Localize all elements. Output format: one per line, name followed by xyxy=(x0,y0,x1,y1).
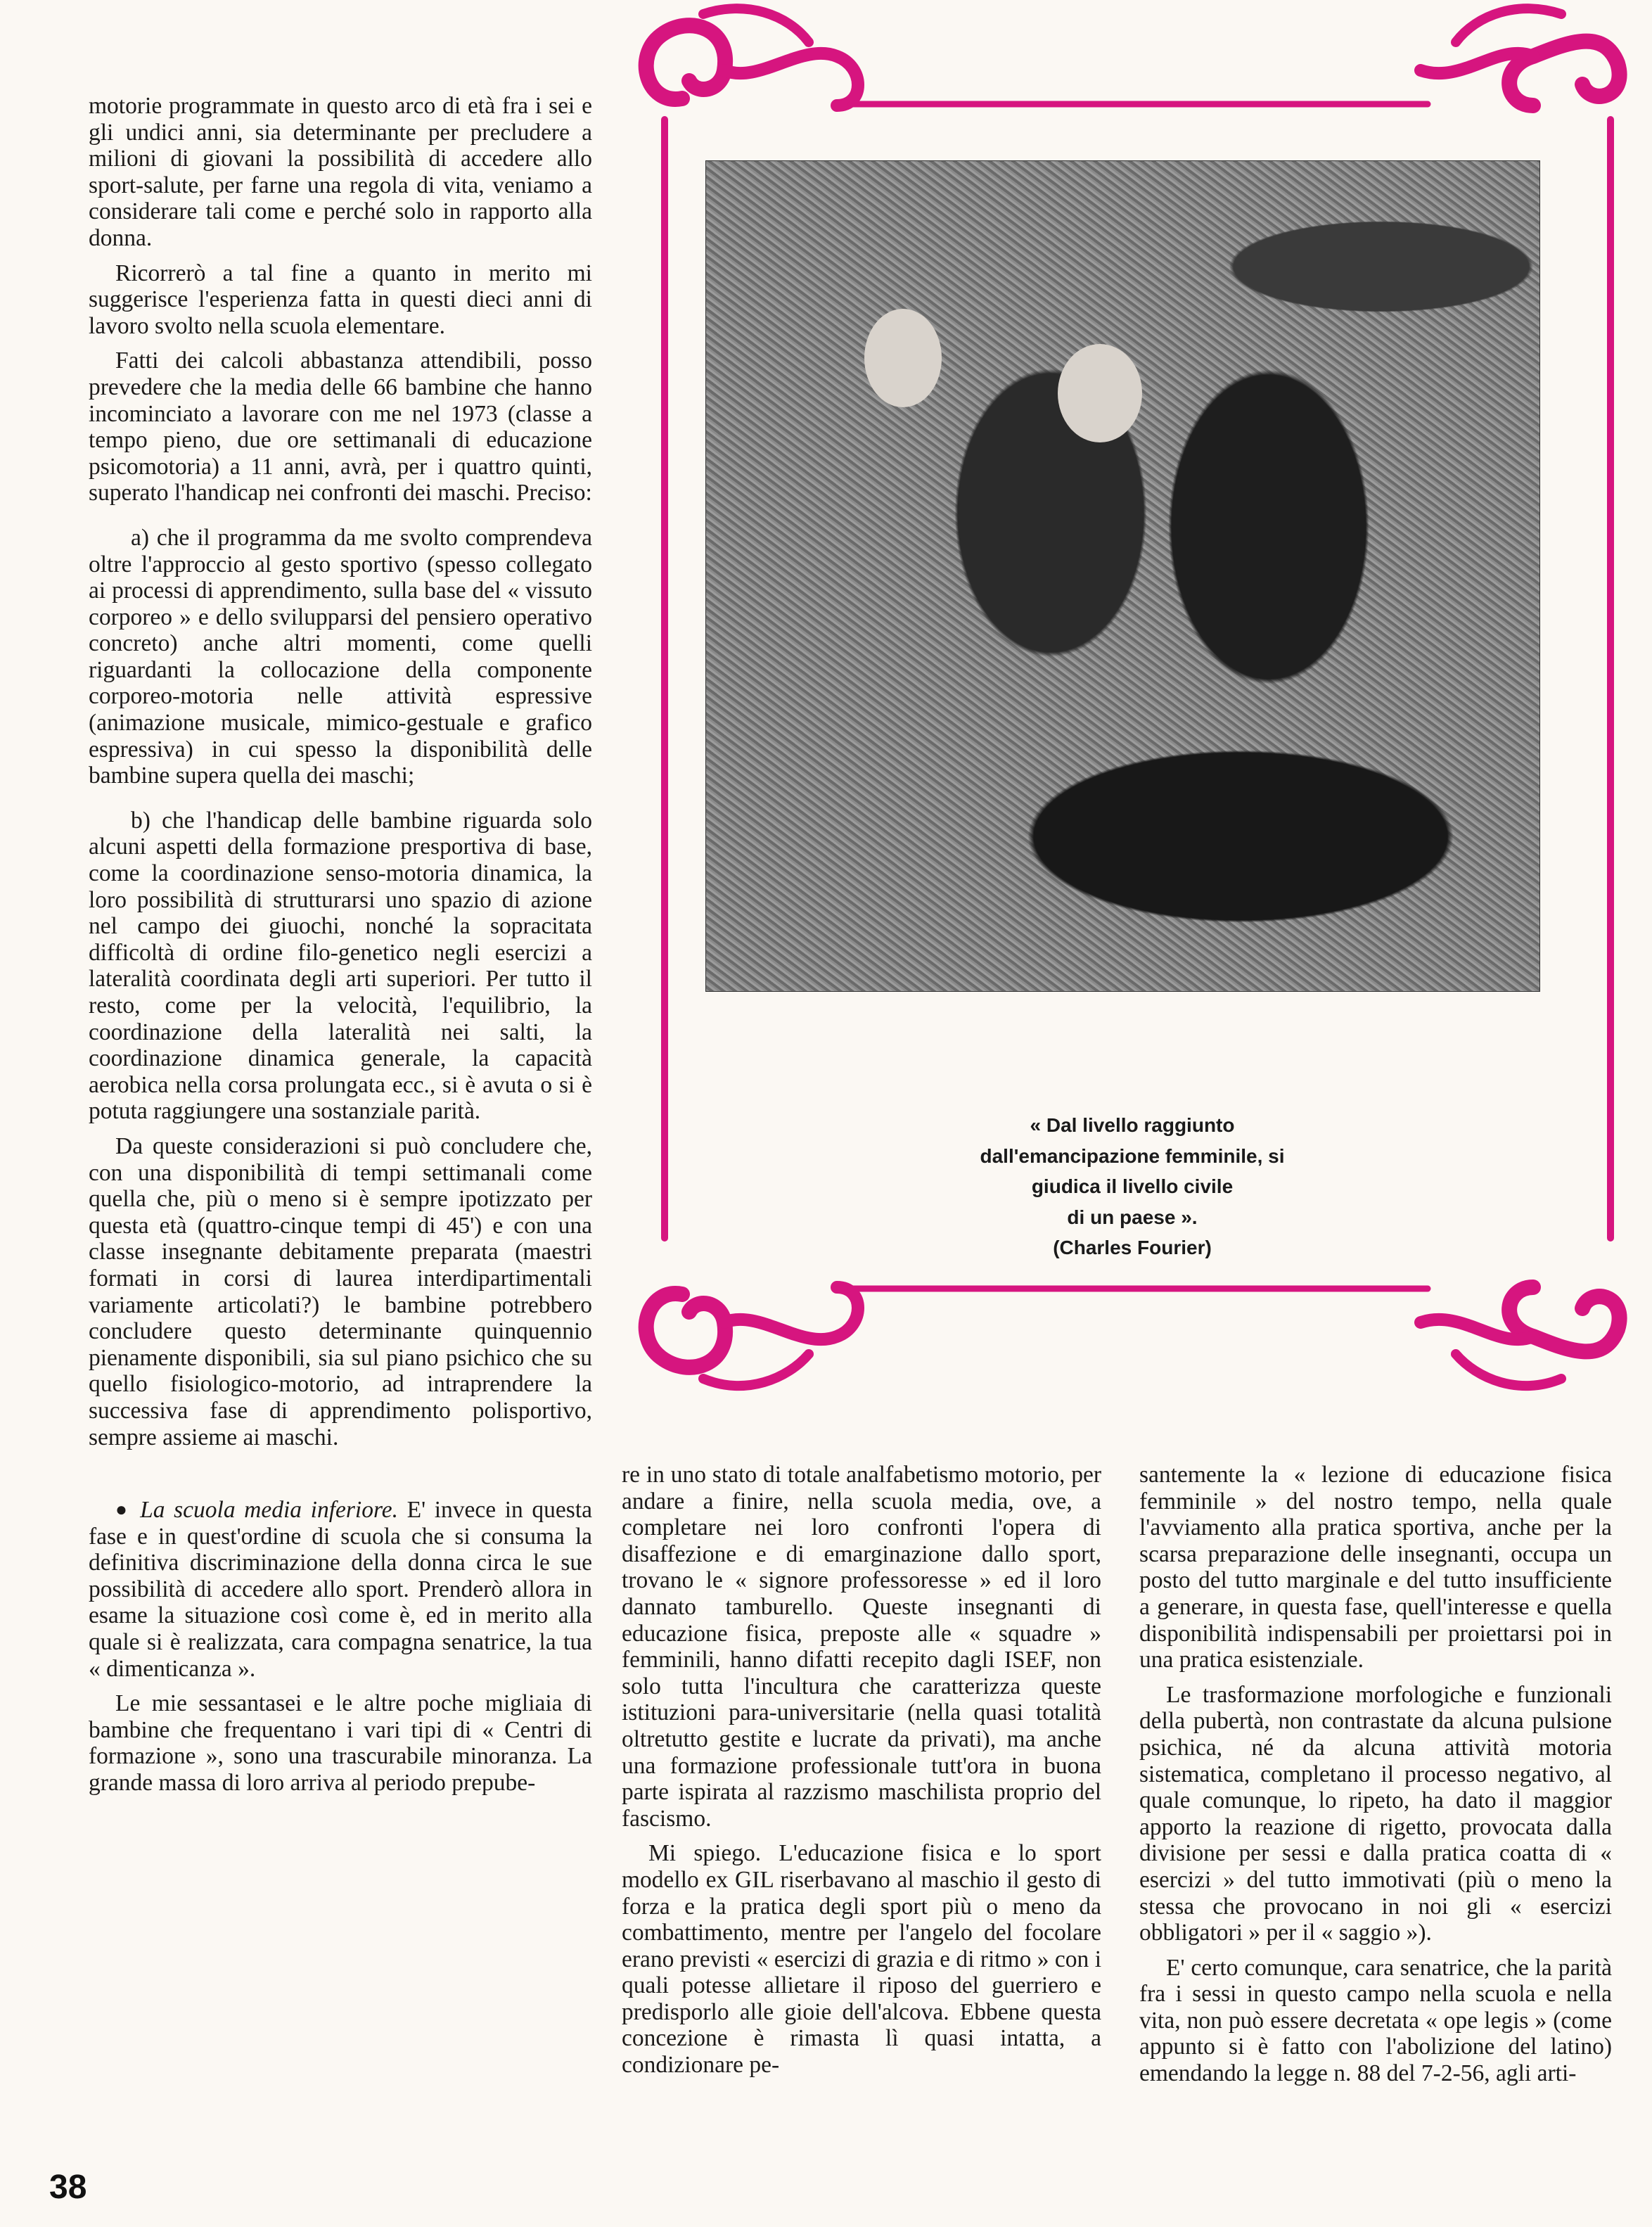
text-column-2 xyxy=(622,1462,1101,2079)
section-title: La scuola media inferiore. xyxy=(140,1497,399,1524)
bullet-icon: ● xyxy=(115,1499,131,1521)
caption-attribution: (Charles Fourier) xyxy=(1053,1237,1212,1258)
caption-line: giudica il livello civile xyxy=(1031,1175,1234,1197)
list-item-a: a) che il programma da me svolto comprendeva oltre l'approccio al gesto sportivo (spesso collegato ai processi di apprendimento, sulla base del « vissuto corporeo » e dello svilupparsi del pensiero operativo concreto) anche altri momenti, come quelli riguardanti la collocazione della componente corporeo-motoria nelle attività espressive (animazione musicale, mimico-gestuale e grafico espressiva) in cui spesso la disponibilità delle bambine supera quella dei maschi; xyxy=(89,524,592,789)
paragraph: Le mie sessantasei e le altre poche migliaia di bambine che frequentano i vari tipi di « Centri di formazione », sono una trascurabile minoranza. La grande massa di loro arriva al periodo prepube- xyxy=(89,1690,592,1797)
caption-line: « Dal livello raggiunto xyxy=(1030,1114,1235,1136)
paragraph: Da queste considerazioni si può concludere che, con una disponibilità di tempi settimanali come quella che, più o meno si è sempre ipotizzato per questa età (quattro-cinque tempi di 45') e con una classe insegnante debitamente preparata (maestri formati in corsi di laurea interdipartimentali variamente articolati?) le bambine potrebbero concludere questo determinante quinquennio pienamente disponibili, sia sul piano psichico che su quello fisiologico-motorio, ad intraprendere la successiva fase di apprendimento polisportivo, sempre assieme ai maschi. xyxy=(89,1132,592,1450)
paragraph: Ricorrerò a tal fine a quanto in merito mi suggerisce l'esperienza fatta in questi dieci anni di lavoro svolto nella scuola elementare. xyxy=(89,260,592,339)
paragraph: santemente la « lezione di educazione fisica femminile » del nostro tempo, nella quale l'avviamento alla pratica sportiva, anche per la scarsa preparazione delle insegnanti, occupa un posto del tutto marginale e del tutto insufficiente a generare, in questa fase, quell'interesse e quella disponibilità indispensabili per proiettarsi poi in una pratica esistenziale. xyxy=(1139,1462,1612,1673)
paragraph: motorie programmate in questo arco di età fra i sei e gli undici anni, sia determinante per precludere a milioni di giovani la possibilità di accedere allo sport-salute, per farne una regola di vita, veniamo a considerare tali come e perché solo in rapporto alla donna. xyxy=(89,93,592,251)
text-column-1 xyxy=(89,93,592,1797)
girl-right-face xyxy=(1058,344,1142,442)
page-number: 38 xyxy=(49,2169,87,2206)
paragraph: re in uno stato di totale analfabetismo motorio, per andare a finire, nella scuola media, ove, a completare nei loro confronti l'opera di disaffezione e di emarginazione dallo sport, trovano le « signore professoresse » ed il loro dannato tamburello. Queste insegnanti di educazione fisica, preposte alle « squadre » femminili, hanno difatti recepito dagli ISEF, non solo tutta l'incultura che caratterizza queste istituzioni para-universitarie (nella quasi totalità oltretutto gestite e lucrate da privati), ma anche una formazione professionale tutt'ora in buona parte ispirata al razzismo maschilista proprio del fascismo. xyxy=(622,1462,1101,1832)
caption-line: di un paese ». xyxy=(1067,1206,1198,1228)
text-column-3 xyxy=(1139,1462,1612,2087)
list-item-b: b) che l'handicap delle bambine riguarda solo alcuni aspetti della formazione presportiva di base, come la coordinazione senso-motoria dinamica, la loro possibilità di strutturarsi uno spazio di azione nel campo dei giuochi, nonché la sopracitata difficoltà di ordine filo-genetico negli esercizi a lateralità coordinata degli arti superiori. Per tutto il resto, come per la velocità, l'equilibrio, la coordinazione della lateralità nei salti, la coordinazione dinamica generale, la capacità aerobica nella corsa prolungata ecc., si è avuta o si è potuta raggiungere una sostanziale parità. xyxy=(89,807,592,1125)
caption-line: dall'emancipazione femminile, si xyxy=(980,1144,1285,1167)
paragraph: Mi spiego. L'educazione fisica e lo sport modello ex GIL riserbavano al maschio il gesto di forza e la pratica degli sport più o meno da combattimento, mentre per l'angelo del focolare erano previsti « esercizi di grazia e di ritmo » con i quali potesse allietare il riposo del guerriero e predisporlo alle gioie dell'alcova. Ebbene questa concezione è rimasta lì quasi intatta, a condizionare pe- xyxy=(622,1840,1101,2079)
photo-caption xyxy=(935,1110,1329,1263)
paragraph: Le trasformazione morfologiche e funzionali della pubertà, non contrastate da alcuna pulsione psichica, né da alcuna attività motoria sistematica, completano il processo negativo, al quale comunque, lo ripeto, ha dato il maggior apporto la reazione di rigetto, provocata dalla divisione per sessi e dalla pratica coatta di « esercizi » del tutto immotivati (più o meno la stessa che provocano in noi gli « esercizi obbligatori » per il « saggio »). xyxy=(1139,1681,1612,1946)
paragraph: E' certo comunque, cara senatrice, che la parità fra i sessi in questo campo nella scuola e nella vita, non può essere decretata « ope legis » (come appunto si è fatto con l'abolizione del latino) emendando la legge n. 88 del 7-2-56, agli arti- xyxy=(1139,1954,1612,2087)
section-text: E' invece in questa fase e in quest'ordine di scuola che si consuma la definitiva discriminazione della donna circa le sue possibilità di accedere allo sport. Prenderò allora in esame la situazione così come è, ed in merito alla quale si è realizzata, cara compagna senatrice, la tua « dimenticanza ». xyxy=(89,1497,592,1682)
section-paragraph xyxy=(89,1497,592,1682)
girl-left-face xyxy=(864,309,942,407)
paragraph: Fatti dei calcoli abbastanza attendibili, posso prevedere che la media delle 66 bambine che hanno incominciato a lavorare con me nel 1973 (classe a tempo pieno, due ore settimanali di educazione psicomotoria) a 11 anni, avrà, per i quattro quinti, superato l'handicap nei confronti dei maschi. Preciso: xyxy=(89,347,592,506)
photograph-two-girls xyxy=(705,160,1540,992)
